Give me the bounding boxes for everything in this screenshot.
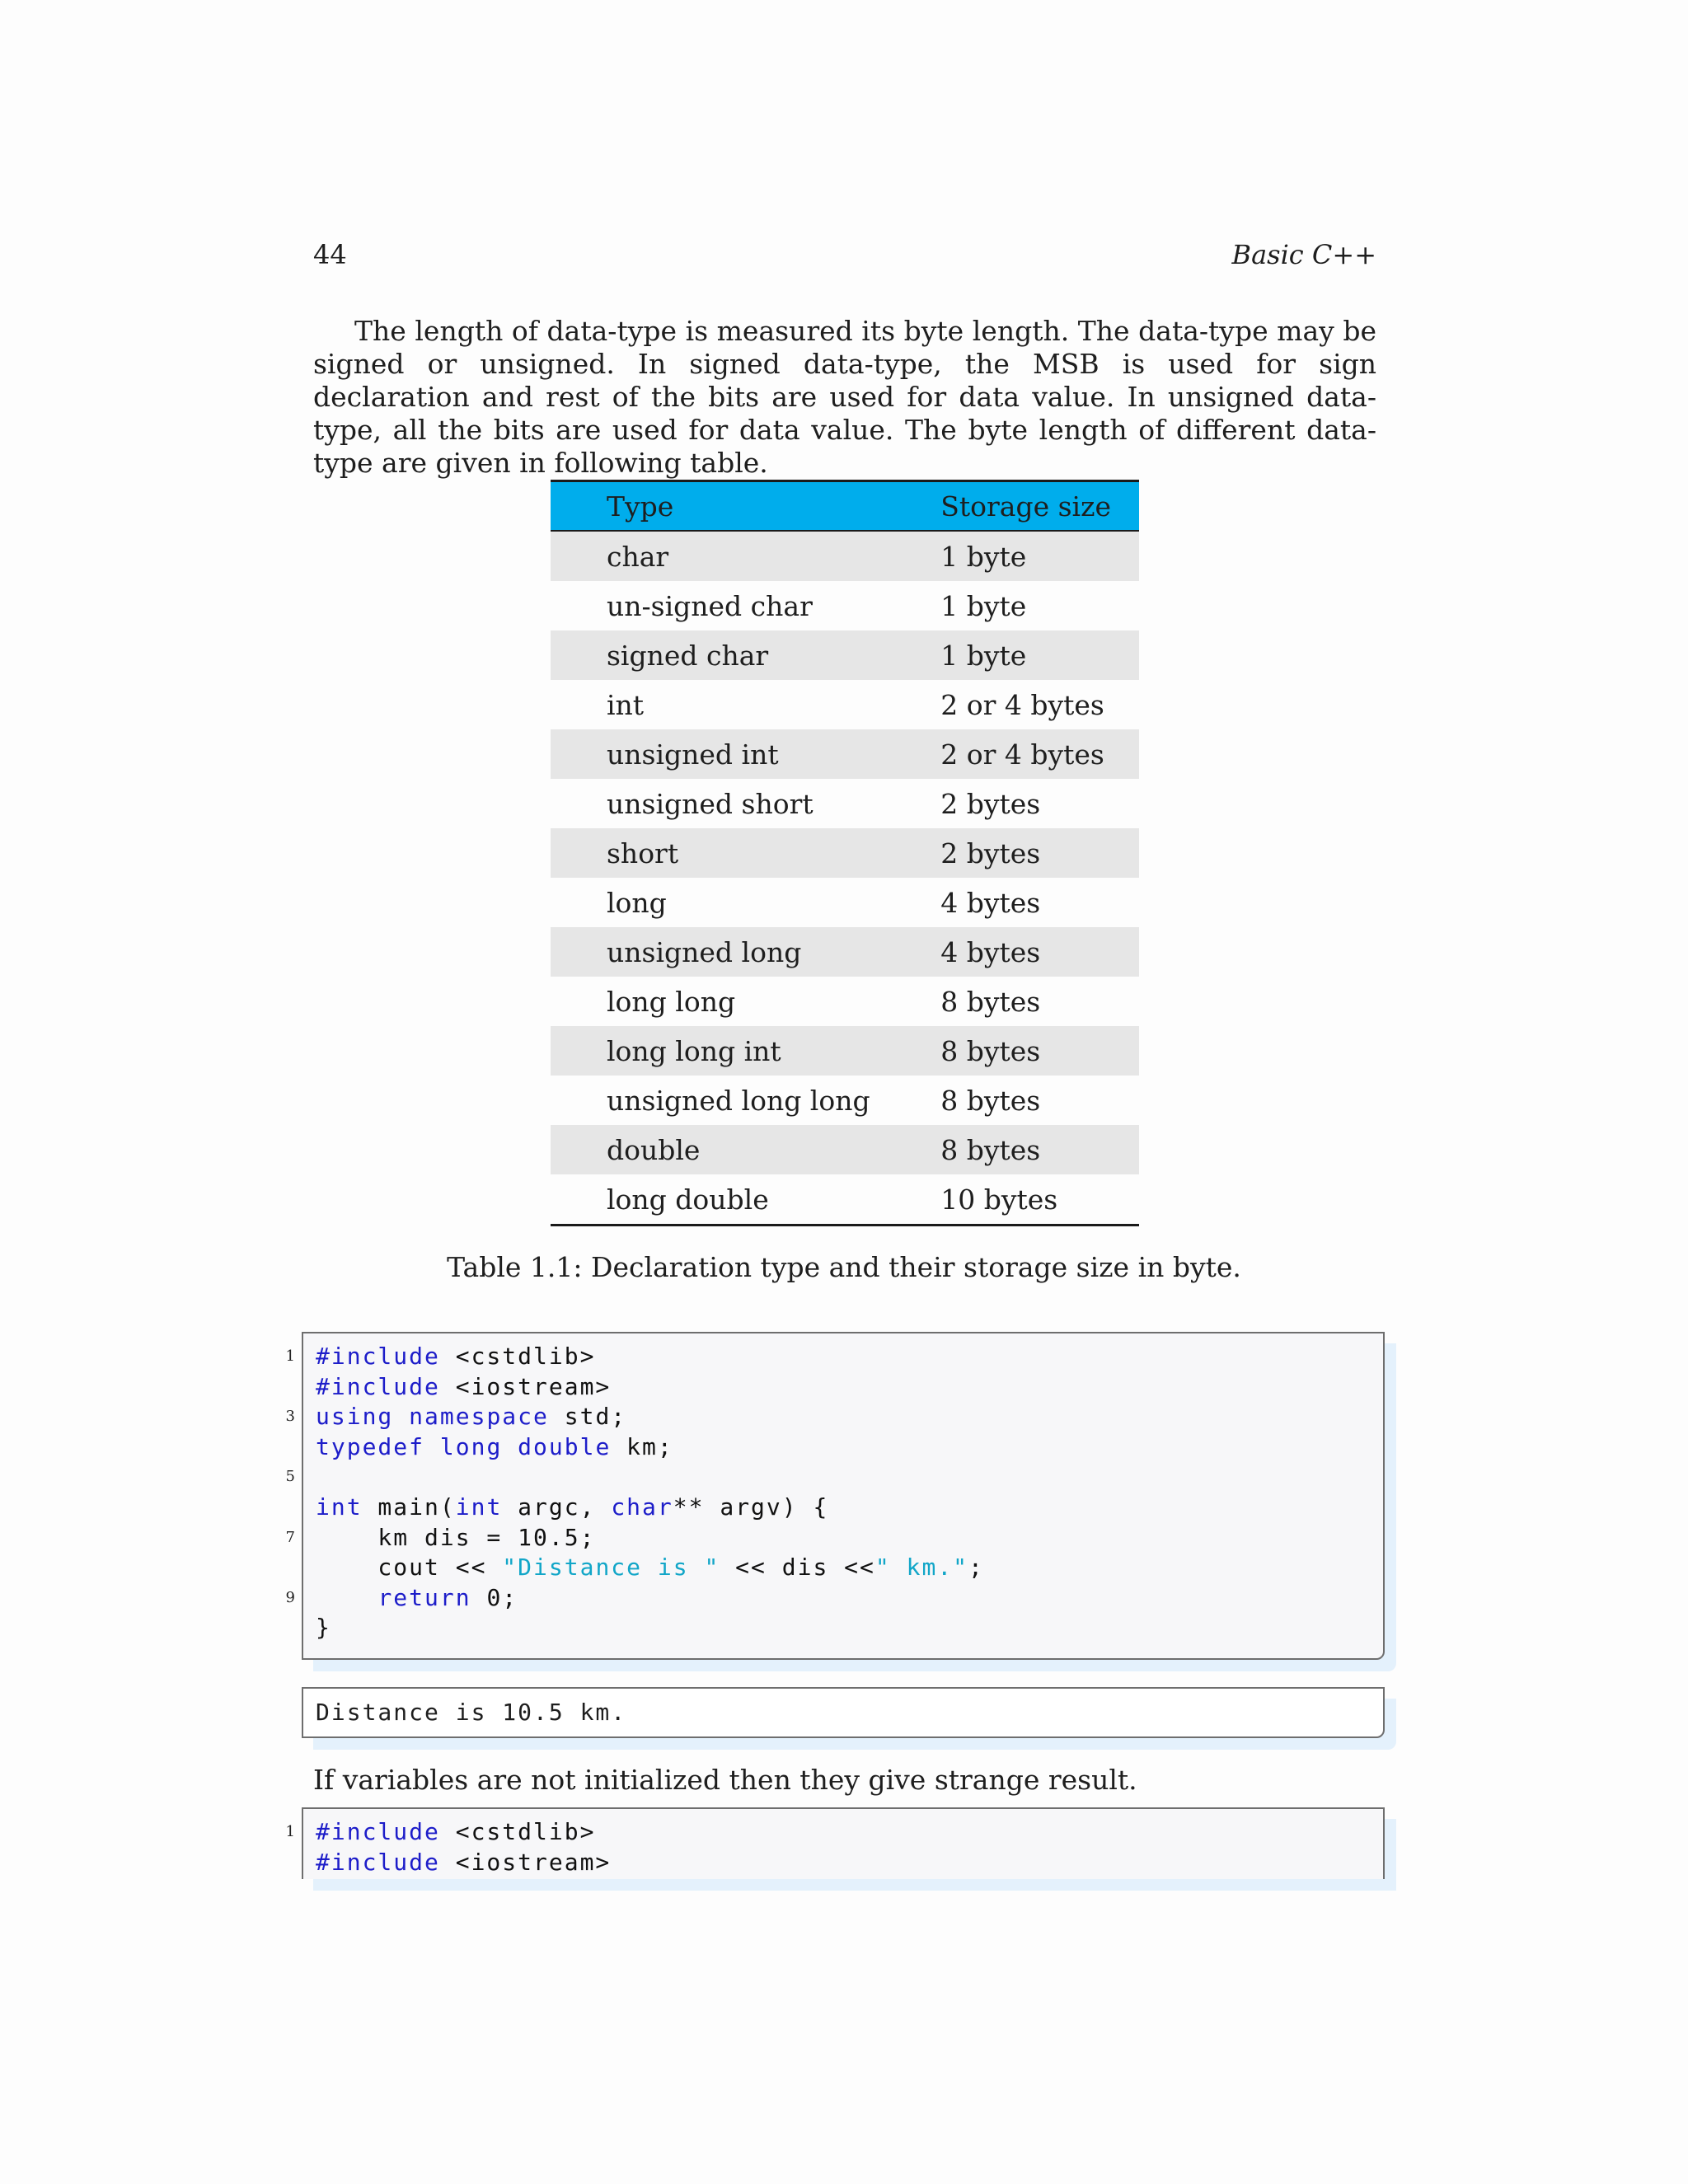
table-row xyxy=(551,531,1139,581)
code-text: ** argv) { xyxy=(673,1493,829,1521)
code-keyword: int xyxy=(316,1493,363,1521)
program-output: Distance is 10.5 km. xyxy=(302,1687,1385,1738)
code-text: <iostream> xyxy=(439,1372,612,1400)
code-keyword: #include xyxy=(316,1343,440,1370)
code-text: <cstdlib> xyxy=(439,1343,596,1370)
page-number: 44 xyxy=(313,239,347,270)
type-cell: signed char xyxy=(551,630,916,680)
storage-size-table xyxy=(551,480,1139,1226)
code-line xyxy=(285,1402,1383,1432)
table-row xyxy=(551,1076,1139,1125)
storage-size-cell: 8 bytes xyxy=(940,1084,1041,1117)
type-cell: unsigned long xyxy=(551,927,916,977)
table-caption: Table 1.1: Declaration type and their storage size in byte. xyxy=(447,1251,1241,1283)
type-cell: char xyxy=(551,531,916,581)
type-cell: double xyxy=(551,1125,916,1174)
type-cell: int xyxy=(607,688,645,721)
code-text xyxy=(424,1433,440,1460)
code-keyword: int xyxy=(455,1493,503,1521)
storage-size-cell: 2 bytes xyxy=(940,787,1041,820)
table-row xyxy=(551,779,1139,828)
code-keyword: typedef xyxy=(316,1432,425,1460)
code-keyword: #include xyxy=(316,1372,440,1400)
code-line xyxy=(285,1583,1383,1614)
storage-size-cell: 2 or 4 bytes xyxy=(916,729,1139,779)
table-row xyxy=(551,1026,1139,1076)
table-header-row xyxy=(551,481,1139,532)
code-line xyxy=(285,1342,1383,1372)
type-cell: short xyxy=(551,828,916,878)
code-line xyxy=(303,1432,1383,1463)
storage-size-cell: 8 bytes xyxy=(916,1125,1139,1174)
code-line xyxy=(303,1493,1383,1523)
code-line xyxy=(285,1523,1383,1554)
line-number: 3 xyxy=(285,1408,295,1426)
table-row xyxy=(551,828,1139,878)
code-line xyxy=(303,1372,1383,1403)
code-text xyxy=(393,1403,409,1430)
code-keyword: double xyxy=(518,1432,612,1460)
intro-paragraph: The length of data-type is measured its byte length. The data-type may be signed or unsigned. In signed data-type, the MSB is used for sign declaration and rest of the bits are used for data value. In unsigned data-type, all the bits are used for data value. The byte length of different data-type are given in following table. xyxy=(313,315,1376,479)
line-number: 1 xyxy=(285,1347,295,1365)
code-text: <cstdlib> xyxy=(439,1818,596,1845)
code-text: cout << xyxy=(316,1554,503,1582)
storage-size-cell: 4 bytes xyxy=(916,927,1139,977)
table-row xyxy=(551,927,1139,977)
code-keyword: namespace xyxy=(409,1403,549,1431)
code-listing-continued xyxy=(285,1807,1385,1879)
code-line xyxy=(285,1817,1383,1848)
code-text: km; xyxy=(611,1432,673,1460)
type-cell: long double xyxy=(607,1183,769,1216)
type-cell: un-signed char xyxy=(607,589,813,622)
code-keyword: using xyxy=(316,1403,394,1431)
code-text: } xyxy=(316,1614,331,1642)
table-row xyxy=(551,680,1139,729)
code-line xyxy=(303,1613,1383,1643)
table-row xyxy=(551,878,1139,927)
code-text: km dis = 10.5; xyxy=(316,1523,596,1551)
table-row xyxy=(551,1125,1139,1174)
line-number: 7 xyxy=(285,1528,295,1546)
code-text: 0; xyxy=(471,1583,518,1611)
code-text: std; xyxy=(548,1403,627,1431)
storage-size-cell: 1 byte xyxy=(916,531,1139,581)
code-listing xyxy=(285,1332,1385,1660)
code-line xyxy=(303,1848,1383,1878)
running-title: Basic C++ xyxy=(1231,239,1376,270)
body-paragraph: If variables are not initialized then they give strange result. xyxy=(313,1764,1137,1796)
storage-size-cell: 10 bytes xyxy=(940,1183,1058,1216)
table-row xyxy=(551,977,1139,1026)
code-keyword: char xyxy=(611,1493,673,1521)
code-keyword: #include xyxy=(316,1818,440,1845)
type-cell: long xyxy=(607,886,667,919)
storage-size-cell: 8 bytes xyxy=(940,985,1041,1018)
type-cell: unsigned int xyxy=(551,729,916,779)
type-cell: unsigned long long xyxy=(607,1084,870,1117)
storage-size-cell: 4 bytes xyxy=(940,886,1041,919)
code-string: " km." xyxy=(874,1554,969,1582)
line-number: 1 xyxy=(285,1823,295,1840)
table-body xyxy=(551,531,1139,1226)
type-cell: long long int xyxy=(551,1026,916,1076)
code-text: << dis << xyxy=(720,1554,875,1582)
storage-size-cell: 8 bytes xyxy=(916,1026,1139,1076)
code-text xyxy=(316,1584,377,1611)
code-text: argc, xyxy=(502,1493,612,1521)
code-text: <iostream> xyxy=(439,1848,612,1876)
line-number: 5 xyxy=(285,1468,295,1486)
column-header-type: Type xyxy=(551,481,916,532)
table-row xyxy=(551,729,1139,779)
code-string: "Distance is " xyxy=(502,1554,720,1582)
code-keyword: #include xyxy=(316,1848,440,1876)
storage-size-cell: 2 or 4 bytes xyxy=(940,688,1104,721)
line-number: 9 xyxy=(285,1588,295,1606)
code-keyword: long xyxy=(439,1432,503,1460)
type-cell: unsigned short xyxy=(607,787,814,820)
column-header-storage-size: Storage size xyxy=(916,481,1139,532)
code-text: main( xyxy=(362,1493,456,1521)
type-cell: long long xyxy=(607,985,736,1018)
code-text xyxy=(502,1433,518,1460)
storage-size-cell: 1 byte xyxy=(916,630,1139,680)
storage-size-cell: 1 byte xyxy=(940,589,1027,622)
storage-size-cell: 2 bytes xyxy=(916,828,1139,878)
table-row xyxy=(551,1174,1139,1226)
table-row xyxy=(551,581,1139,630)
code-text: ; xyxy=(968,1554,984,1582)
code-keyword: return xyxy=(377,1583,471,1611)
code-line xyxy=(285,1462,1383,1493)
table-row xyxy=(551,630,1139,680)
code-line xyxy=(303,1553,1383,1583)
